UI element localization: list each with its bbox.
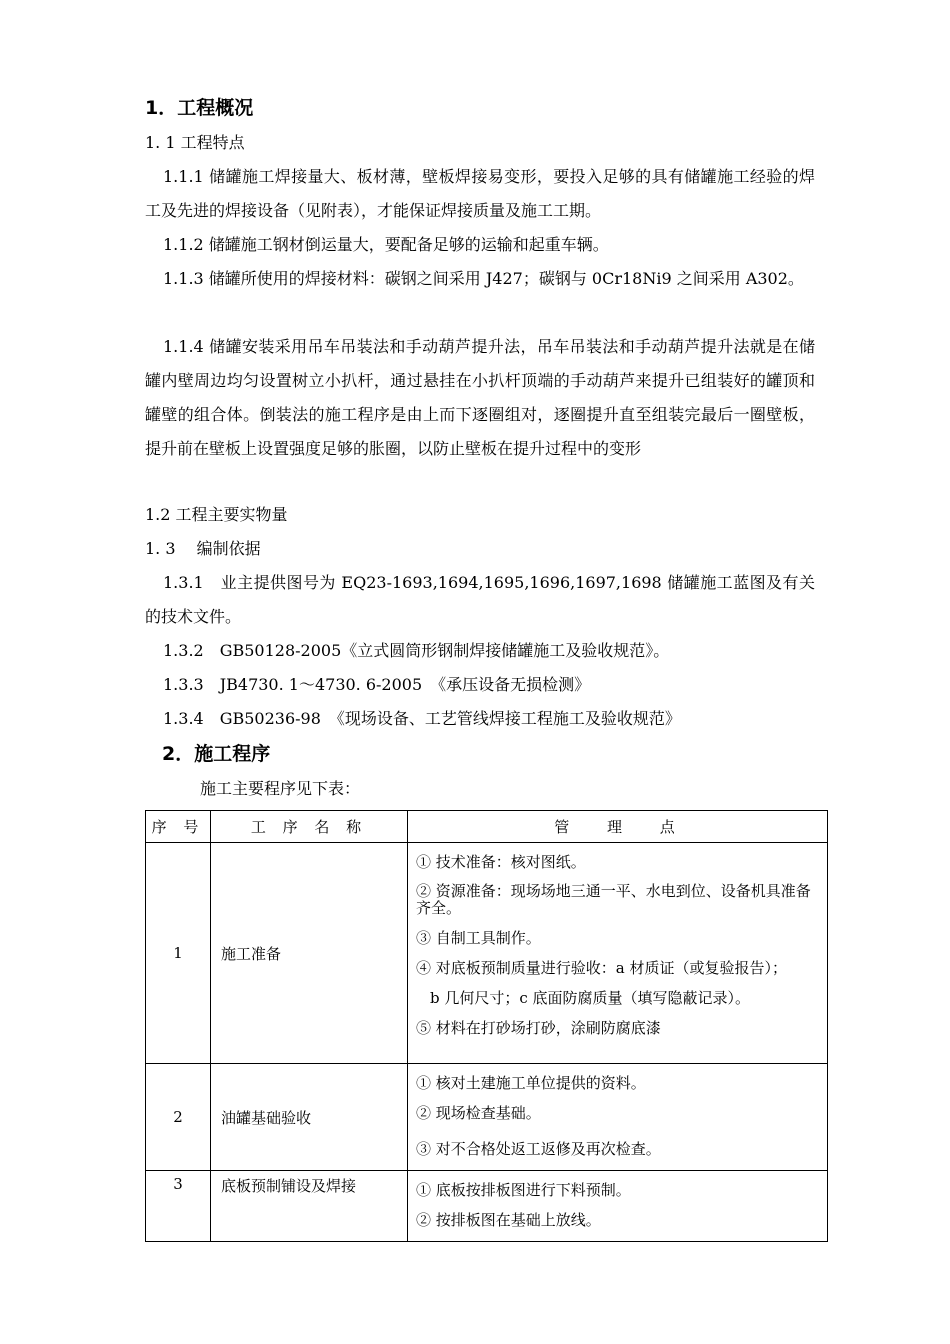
row-3-name: 底板预制铺设及焊接 [211, 1171, 408, 1242]
row-1-no: 1 [146, 843, 211, 1064]
procedure-table [145, 810, 828, 1242]
paragraph-1-1-4: 1.1.4 储罐安装采用吊车吊装法和手动葫芦提升法，吊车吊装法和手动葫芦提升法就是在储罐内壁周边均匀设置树立小扒杆，通过悬挂在小扒杆顶端的手动葫芦来提升已组装好的罐顶和罐壁的组合体。倒装法的施工程序是由上而下逐圈组对，逐圈提升直至组装完最后一圈壁板，提升前在壁板上设置强度足够的胀圈，以防止壁板在提升过程中的变形 [145, 337, 815, 458]
table-row [146, 1064, 828, 1171]
header-name: 工 序 名 称 [211, 811, 408, 843]
section-1-heading: 1．工程概况 [145, 97, 254, 119]
row-3-points [408, 1171, 828, 1242]
section-1-3-heading: 1. 3 编制依据 [145, 539, 261, 558]
table-row [146, 843, 828, 1064]
table-intro: 施工主要程序见下表： [200, 779, 361, 798]
point: ② 资源准备：现场场地三通一平、水电到位、设备机具准备齐全。 [416, 882, 811, 917]
point: ① 底板按排板图进行下料预制。 [416, 1181, 631, 1199]
paragraph-1-3-1: 1.3.1 业主提供图号为 EQ23-1693,1694,1695,1696,1697,1698 储罐施工蓝图及有关的技术文件。 [145, 573, 815, 626]
paragraph-1-1-1: 1.1.1 储罐施工焊接量大、板材薄，壁板焊接易变形，要投入足够的具有储罐施工经验的焊工及先进的焊接设备（见附表），才能保证焊接质量及施工工期。 [145, 167, 815, 220]
header-no: 序 号 [146, 811, 211, 843]
header-points: 管 理 点 [408, 811, 828, 843]
point: ① 核对土建施工单位提供的资料。 [416, 1074, 646, 1092]
row-2-name: 油罐基础验收 [211, 1064, 408, 1171]
paragraph-1-1-2: 1.1.2 储罐施工钢材倒运量大，要配备足够的运输和起重车辆。 [163, 235, 609, 254]
table-header-row [146, 811, 828, 843]
point: ② 按排板图在基础上放线。 [416, 1211, 601, 1229]
paragraph-1-3-3: 1.3.3 JB4730. 1～4730. 6-2005 《承压设备无损检测》 [163, 675, 591, 694]
section-2-heading: 2．施工程序 [162, 743, 271, 765]
row-1-points [408, 843, 828, 1064]
point: b 几何尺寸；c 底面防腐质量（填写隐蔽记录）。 [430, 989, 751, 1007]
section-1-1-heading: 1. 1 工程特点 [145, 133, 245, 152]
paragraph-1-3-2: 1.3.2 GB50128-2005《立式圆筒形钢制焊接储罐施工及验收规范》。 [163, 641, 670, 660]
point: ④ 对底板预制质量进行验收：a 材质证（或复验报告）； [416, 959, 787, 977]
point: ⑤ 材料在打砂场打砂，涂刷防腐底漆 [416, 1019, 661, 1037]
row-1-name: 施工准备 [211, 843, 408, 1064]
table-row [146, 1171, 828, 1242]
paragraph-1-1-3: 1.1.3 储罐所使用的焊接材料：碳钢之间采用 J427；碳钢与 0Cr18Ni9 之间采用 A302。 [163, 269, 804, 288]
point: ③ 对不合格处返工返修及再次检查。 [416, 1140, 661, 1158]
point: ① 技术准备：核对图纸。 [416, 853, 586, 871]
point: ③ 自制工具制作。 [416, 929, 541, 947]
row-2-points [408, 1064, 828, 1171]
paragraph-1-3-4: 1.3.4 GB50236-98 《现场设备、工艺管线焊接工程施工及验收规范》 [163, 709, 681, 728]
row-3-no: 3 [146, 1171, 211, 1242]
row-2-no: 2 [146, 1064, 211, 1171]
section-1-2-heading: 1.2 工程主要实物量 [145, 505, 288, 524]
point: ② 现场检查基础。 [416, 1104, 541, 1122]
